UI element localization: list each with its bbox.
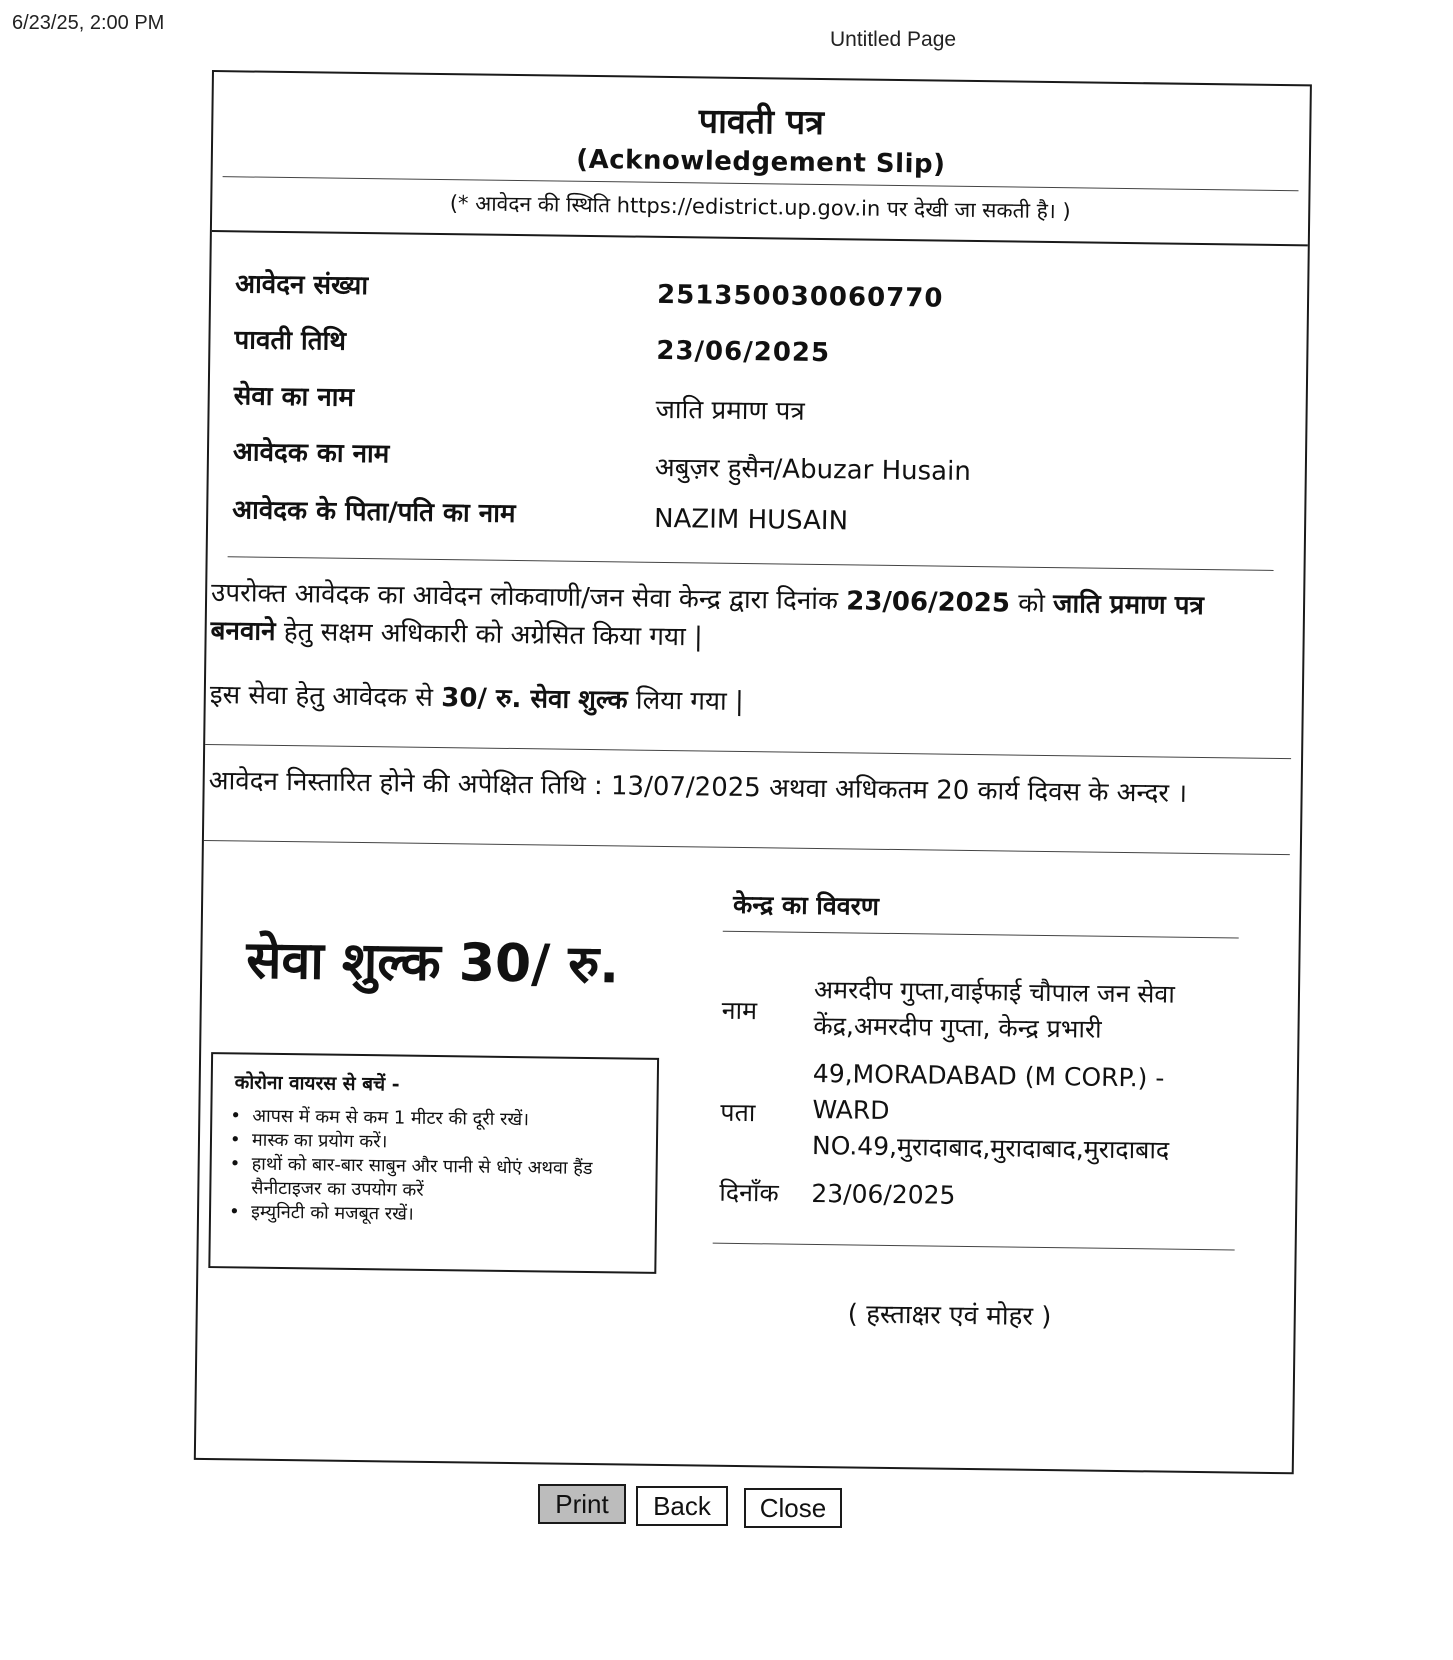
expected-text-2: अथवा अधिकतम: [760, 773, 937, 806]
fee-paragraph: [210, 676, 1270, 728]
acknowledgement-slip: [194, 70, 1312, 1474]
forward-paragraph: [210, 574, 1271, 664]
application-number-label: आवेदन संख्या: [235, 269, 369, 302]
center-heading-divider: [723, 931, 1239, 939]
print-header-title: Untitled Page: [830, 28, 957, 51]
expected-text-1: आवेदन निस्तारित होने की अपेक्षित तिथि :: [208, 766, 612, 802]
status-note: (* आवेदन की स्थिति https://edistrict.up.gov.in पर देखी जा सकती है। ): [449, 191, 1071, 224]
slip-title-english: (Acknowledgement Slip): [576, 144, 946, 180]
slip-title-hindi: पावती पत्र: [698, 101, 825, 144]
applicant-name-value: अबुज़र हुसैन/Abuzar Husain: [654, 452, 971, 487]
back-button[interactable]: Back: [636, 1486, 728, 1526]
expected-days: 20: [935, 775, 970, 806]
print-header-date: 6/23/25, 2:00 PM: [12, 12, 165, 34]
receipt-date-value: 23/06/2025: [656, 335, 831, 369]
father-name-label: आवेदक के पिता/पति का नाम: [232, 495, 516, 530]
center-address-label: पता: [720, 1097, 756, 1128]
expected-date-paragraph: [208, 762, 1268, 814]
service-name-label: सेवा का नाम: [233, 381, 355, 413]
center-name-value: अमरदीप गुप्ता,वाईफाई चौपाल जन सेवा केंद्र,अमरदीप गुप्ता, केन्द्र प्रभारी: [813, 974, 1175, 1044]
fee-amount: 30/ रु. सेवा शुल्क: [441, 683, 628, 716]
expected-text-3: कार्य दिवस के अन्दर ।: [969, 775, 1188, 809]
corona-title: कोरोना वायरस से बचें -: [234, 1071, 400, 1096]
fee-text-2: लिया गया |: [627, 685, 745, 718]
applicant-name-label: आवेदक का नाम: [232, 437, 390, 470]
forward-text-3: हेतु सक्षम अधिकारी को अग्रेसित किया गया |: [275, 616, 703, 653]
forward-text-1: उपरोक्त आवेदक का आवेदन लोकवाणी/जन सेवा केन्द्र द्वारा दिनांक: [210, 578, 847, 617]
close-button[interactable]: Close: [744, 1488, 842, 1528]
corona-item: • इम्युनिटी को मजबूत रखें।: [223, 1200, 643, 1229]
forward-date: 23/06/2025: [846, 586, 1011, 619]
expected-divider: [204, 840, 1290, 855]
corona-item: • आपस में कम से कम 1 मीटर की दूरी रखें।: [224, 1104, 644, 1133]
forward-text-2: को: [1009, 588, 1054, 620]
fee-divider: [205, 744, 1291, 759]
center-bottom-divider: [713, 1243, 1235, 1251]
center-date-value: 23/06/2025: [811, 1178, 956, 1210]
corona-item: • हाथों को बार-बार साबुन और पानी से धोएं अथवा हैंड सैनीटाइजर का उपयोग करें: [223, 1152, 644, 1205]
expected-date: 13/07/2025: [610, 771, 762, 804]
signature-stamp-note: ( हस्ताक्षर एवं मोहर ): [847, 1299, 1052, 1333]
action-buttons: [0, 1484, 1453, 1534]
application-number-value: 251350030060770: [656, 279, 944, 314]
forward-service: जाति प्रमाण पत्र बनवाने: [210, 589, 1205, 647]
fields-divider: [228, 556, 1274, 571]
fee-text-1: इस सेवा हेतु आवेदक से: [209, 680, 442, 714]
corona-list: [223, 1104, 645, 1229]
father-name-value: NAZIM HUSAIN: [653, 503, 849, 537]
service-name-value: जाति प्रमाण पत्र: [655, 394, 805, 427]
corona-item: • मास्क का प्रयोग करें।: [224, 1128, 644, 1157]
center-details-heading: केन्द्र का विवरण: [732, 889, 880, 921]
center-name-label: नाम: [721, 995, 758, 1026]
corona-advisory-box: [208, 1052, 659, 1274]
receipt-date-label: पावती तिथि: [234, 325, 347, 357]
center-address-value: 49,MORADABAD (M CORP.) - WARD NO.49,मुरादाबाद,मुरादाबाद,मुरादाबाद: [811, 1058, 1170, 1165]
service-fee-large: सेवा शुल्क 30/ रु.: [245, 930, 620, 996]
header-separator: [212, 230, 1308, 246]
print-button[interactable]: Print: [538, 1484, 626, 1524]
center-date-label: दिनाँक: [719, 1177, 779, 1208]
